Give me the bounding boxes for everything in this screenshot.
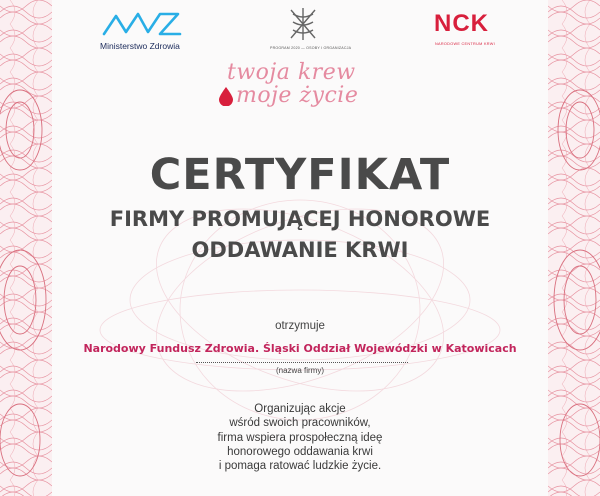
slogan <box>200 58 420 110</box>
company-dotted-line <box>196 362 408 363</box>
program-emblem-icon <box>287 6 319 42</box>
body-line: wśród swoich pracowników, <box>229 417 371 430</box>
company-name: Narodowy Fundusz Zdrowia. Śląski Oddział Wojewódzki w Katowicach <box>83 342 517 355</box>
slogan-line-1: twoja krew <box>227 60 356 85</box>
ministry-logo <box>100 10 190 50</box>
ministry-caption: Ministerstwo Zdrowia <box>100 41 180 51</box>
program-logo <box>270 6 352 52</box>
certificate-subtitle-line-1: FIRMY PROMUJĄCEJ HONOROWE <box>109 207 491 231</box>
certificate-title: CERTYFIKAT <box>149 150 451 200</box>
body-line: i pomaga ratować ludzkie życie. <box>218 460 382 473</box>
ministry-logo-icon <box>102 10 182 38</box>
nck-wordmark: NCK <box>434 10 489 37</box>
nck-logo <box>430 10 500 52</box>
certificate-subtitle-line-2: ODDAWANIE KRWI <box>191 238 409 262</box>
program-caption: PROGRAM 2020 — OSOBY I ORGANIZACJA <box>270 46 352 50</box>
blood-drop-icon <box>218 86 234 106</box>
receives-label: otrzymuje <box>275 320 325 332</box>
body-line: Organizując akcje <box>254 403 346 415</box>
certificate-body <box>150 402 450 473</box>
company-field-label: (nazwa firmy) <box>275 366 324 375</box>
body-line: firma wspiera prospołeczną ideę <box>217 431 383 444</box>
nck-caption: NARODOWE CENTRUM KRWI <box>434 42 496 46</box>
slogan-line-2: moje życie <box>236 83 359 108</box>
body-line: honorowego oddawania krwi <box>227 445 373 458</box>
